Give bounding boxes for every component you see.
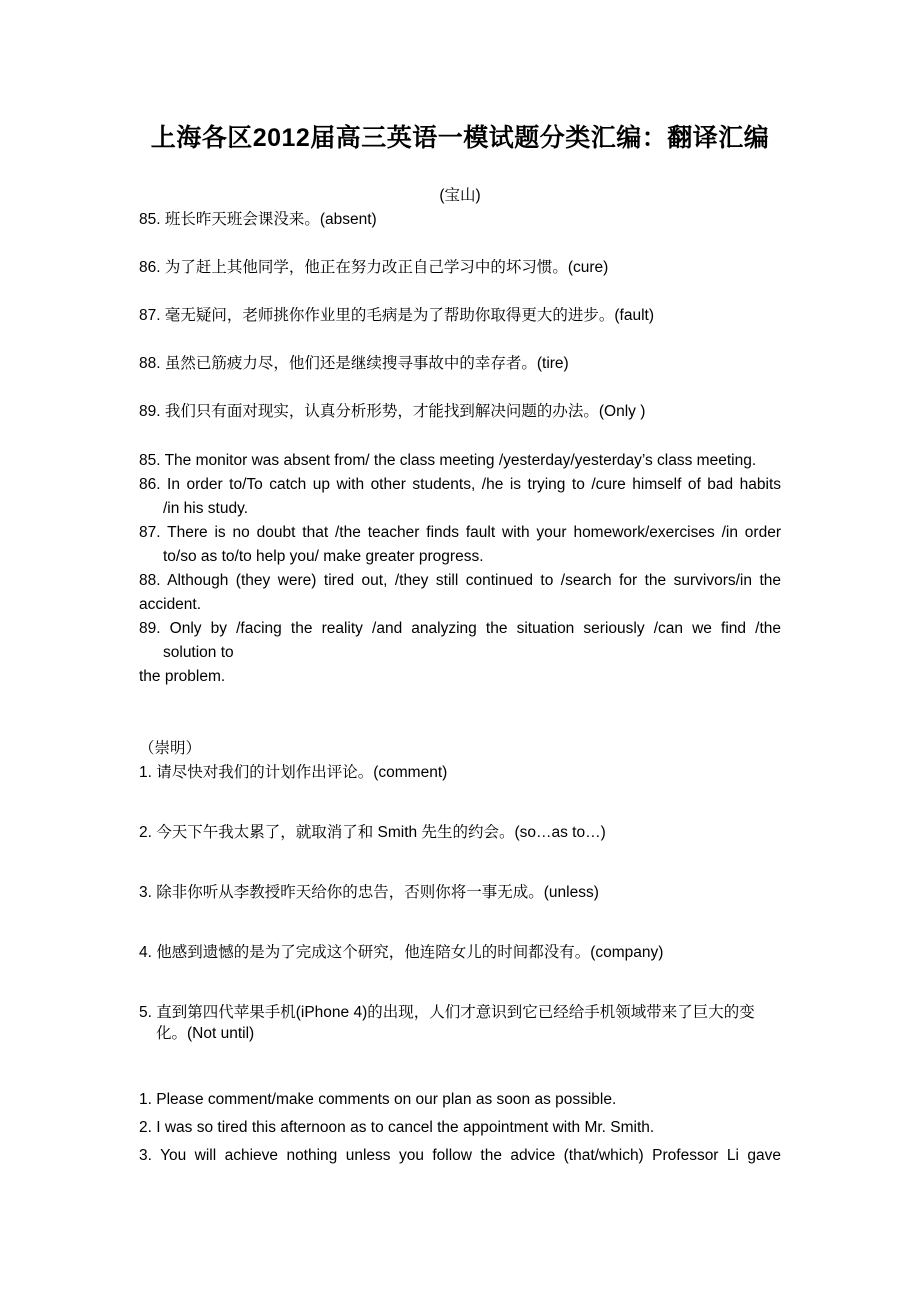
question-85: 85. 班长昨天班会课没来。(absent) (139, 211, 377, 228)
question-87: 87. 毫无疑问，老师挑你作业里的毛病是为了帮助你取得更大的进步。(fault) (139, 307, 654, 324)
answer-2: 2. I was so tired this afternoon as to cancel the appointment with Mr. Smith. (139, 1119, 655, 1136)
question-5: 5. 直到第四代苹果手机(iPhone 4)的出现，人们才意识到它已经给手机领域带来了巨大的变 (139, 1004, 755, 1021)
answer-86-cont: /in his study. (163, 500, 249, 517)
section-label-chongming: （崇明） (139, 740, 202, 757)
answer-85: 85. The monitor was absent from/ the class meeting /yesterday/yesterday’s class meeting. (139, 452, 757, 469)
answer-89-end: the problem. (139, 668, 226, 685)
answer-88: 88. Although (they were) tired out, /they still continued to /search for the survivors/in the (139, 572, 781, 589)
answer-89: 89. Only by /facing the reality /and analyzing the situation seriously /can we find /the (139, 620, 781, 637)
answer-87: 87. There is no doubt that /the teacher finds fault with your homework/exercises /in order (139, 524, 781, 541)
answer-87-cont: to/so as to/to help you/ make greater progress. (163, 548, 484, 565)
answer-89-cont: solution to (163, 644, 234, 661)
answer-86: 86. In order to/To catch up with other students, /he is trying to /cure himself of bad habits (139, 476, 781, 493)
question-4: 4. 他感到遗憾的是为了完成这个研究，他连陪女儿的时间都没有。(company) (139, 944, 664, 961)
document-title: 上海各区2012届高三英语一模试题分类汇编：翻译汇编 (150, 124, 770, 152)
section-label-baoshan: (宝山) (439, 187, 481, 204)
answer-1: 1. Please comment/make comments on our plan as soon as possible. (139, 1091, 617, 1108)
question-88: 88. 虽然已筋疲力尽，他们还是继续搜寻事故中的幸存者。(tire) (139, 355, 569, 372)
question-89: 89. 我们只有面对现实，认真分析形势，才能找到解决问题的办法。(Only ) (139, 403, 646, 420)
question-1: 1. 请尽快对我们的计划作出评论。(comment) (139, 764, 448, 781)
answer-88-cont: accident. (139, 596, 202, 613)
answer-3: 3. You will achieve nothing unless you follow the advice (that/which) Professor Li gave (139, 1147, 781, 1164)
question-5-cont: 化。(Not until) (156, 1025, 255, 1042)
question-86: 86. 为了赶上其他同学，他正在努力改正自己学习中的坏习惯。(cure) (139, 259, 609, 276)
question-3: 3. 除非你听从李教授昨天给你的忠告，否则你将一事无成。(unless) (139, 884, 599, 901)
question-2: 2. 今天下午我太累了，就取消了和 Smith 先生的约会。(so…as to…) (139, 824, 606, 841)
